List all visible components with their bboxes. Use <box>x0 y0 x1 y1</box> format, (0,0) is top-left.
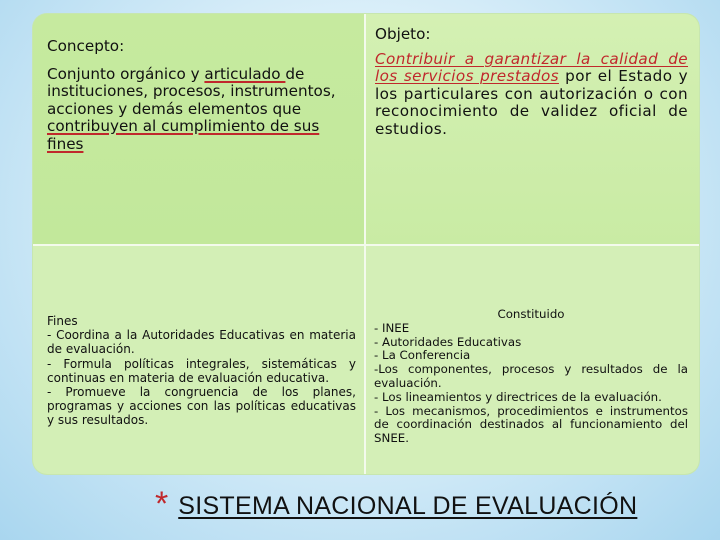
concepto-text-2: de instituciones, procesos, instrumentos, acciones y demás elementos que <box>47 64 336 118</box>
concepto-highlight-2: contribuyen al cumplimiento de sus fines <box>47 117 320 153</box>
concepto-cell <box>33 14 364 244</box>
concepto-content <box>47 38 357 153</box>
slide-footer <box>155 484 715 524</box>
fines-item: - Coordina a la Autoridades Educativas en materia de evaluación. <box>47 328 356 357</box>
fines-title: Fines <box>47 314 78 328</box>
fines-item: - Promueve la congruencia de los planes, programas y acciones con las políticas educativas y sus resultados. <box>47 385 356 428</box>
constituido-item: - Autoridades Educativas <box>374 334 522 349</box>
concepto-highlight-1: articulado <box>204 64 286 83</box>
constituido-item: -Los componentes, procesos y resultados de la evaluación. <box>374 362 688 390</box>
constituido-cell <box>366 246 699 474</box>
objeto-text <box>375 51 688 139</box>
asterisk-icon: * <box>155 485 169 523</box>
objeto-cell <box>366 14 699 244</box>
constituido-item: - La Conferencia <box>374 348 471 363</box>
objeto-text-body: por el Estado y los particulares con autorización o con reconocimiento de validez oficial de estudios. <box>375 67 688 138</box>
objeto-title: Objeto: <box>375 25 431 43</box>
constituido-item: - Los lineamientos y directrices de la evaluación. <box>374 389 662 404</box>
concepto-text-1: Conjunto orgánico y <box>47 64 205 83</box>
fines-item: - Formula políticas integrales, sistemáticas y continuas en materia de evaluación educativa. <box>47 356 356 385</box>
constituido-item: - Los mecanismos, procedimientos e instrumentos de coordinación destinados al funcionamiento del SNEE. <box>374 403 688 446</box>
slide-title: SISTEMA NACIONAL DE EVALUACIÓN <box>178 492 638 520</box>
objeto-highlight: Contribuir a garantizar la calidad de los servicios prestados <box>375 49 688 85</box>
concepto-title: Concepto: <box>47 37 125 55</box>
constituido-content <box>374 308 688 446</box>
fines-content <box>47 314 356 428</box>
row-divider <box>33 244 699 246</box>
objeto-content <box>375 26 688 138</box>
content-table <box>33 14 699 474</box>
constituido-item: - INEE <box>374 320 410 335</box>
constituido-title: Constituido <box>497 307 565 321</box>
concepto-text <box>47 66 357 154</box>
fines-cell <box>33 246 364 474</box>
